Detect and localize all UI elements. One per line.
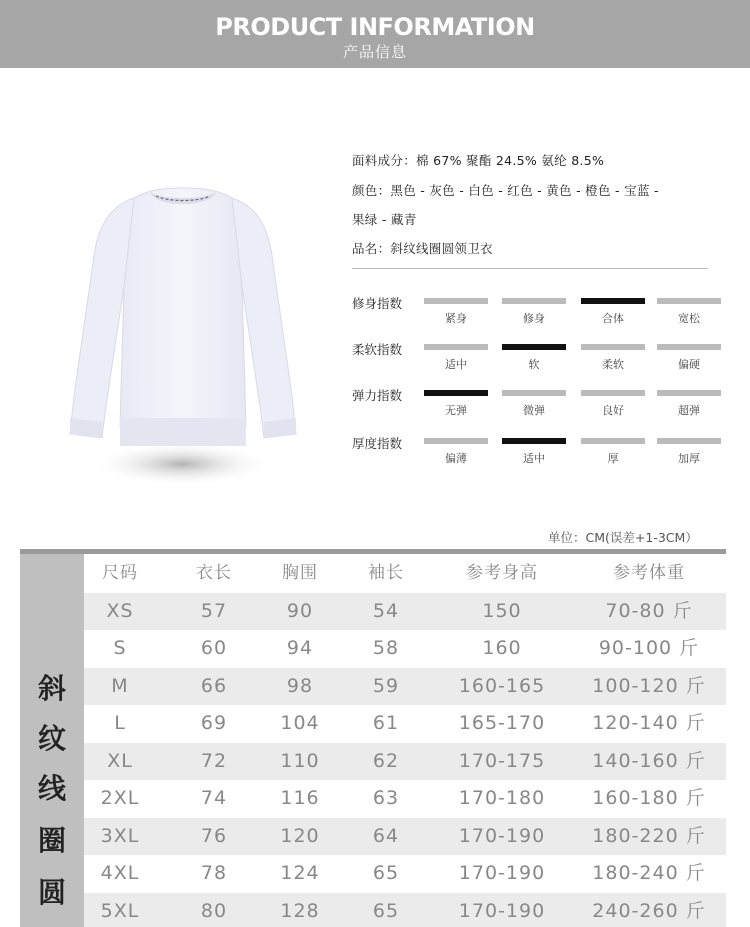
table-cell: 94	[286, 637, 314, 659]
table-cell: 60	[200, 637, 228, 659]
table-top-bar	[20, 549, 726, 554]
info-divider	[352, 268, 708, 269]
table-cell: 170-180	[458, 787, 546, 809]
side-label-char: 线	[37, 772, 66, 805]
table-cell: XL	[107, 749, 133, 772]
table-cell: 124	[280, 862, 320, 884]
index-option-label: 偏薄	[445, 452, 467, 465]
table-row	[84, 743, 726, 781]
table-cell: 70-80 斤	[605, 599, 693, 622]
side-label-char: 纹	[37, 722, 66, 755]
index-bar-selected	[424, 390, 488, 396]
table-cell: 110	[280, 749, 320, 772]
table-cell: 78	[200, 862, 228, 884]
colors-line-1: 颜色：黑色 - 灰色 - 白色 - 红色 - 黄色 - 橙色 - 宝蓝 -	[352, 183, 659, 198]
table-cell: 74	[200, 787, 228, 809]
table-header-cell: 尺码	[102, 563, 138, 583]
table-cell: 170-190	[458, 824, 546, 847]
table-cell: 116	[280, 787, 320, 809]
table-cell: 120-140 斤	[592, 712, 706, 734]
table-row	[84, 630, 726, 668]
index-bar	[581, 344, 645, 350]
table-cell: 61	[372, 712, 400, 734]
table-row	[84, 893, 726, 927]
table-row	[84, 818, 726, 856]
table-cell: 180-220 斤	[592, 824, 706, 847]
table-row	[84, 705, 726, 743]
table-cell: L	[114, 712, 126, 734]
index-bar-selected	[581, 298, 645, 304]
table-header-cell: 参考体重	[613, 563, 685, 583]
index-option-label: 偏硬	[678, 358, 700, 371]
index-label: 柔软指数	[352, 342, 403, 357]
table-cell: 128	[280, 899, 320, 922]
table-cell: 170-190	[458, 862, 546, 884]
table-header-cell: 袖长	[368, 563, 404, 583]
table-cell: 100-120 斤	[592, 674, 706, 697]
table-cell: 2XL	[100, 787, 140, 809]
side-label-char: 圈	[37, 824, 66, 857]
table-cell: XS	[106, 599, 134, 622]
index-bar	[657, 390, 721, 396]
index-bar-selected	[502, 344, 566, 350]
table-cell: 90	[286, 599, 314, 622]
table-cell: 54	[372, 599, 400, 622]
page-title: PRODUCT INFORMATION	[215, 13, 535, 41]
index-bar	[657, 298, 721, 304]
table-cell: 72	[200, 749, 228, 772]
index-option-label: 适中	[523, 452, 545, 465]
table-cell: 120	[280, 824, 320, 847]
index-option-label: 厚	[607, 452, 619, 465]
table-row	[84, 780, 726, 818]
table-cell: 66	[200, 674, 228, 697]
index-option-label: 微弹	[523, 404, 545, 417]
unit-note: 单位：CM(误差+1-3CM）	[548, 530, 698, 545]
index-label: 修身指数	[352, 296, 403, 311]
table-cell: 160-165	[458, 674, 546, 697]
table-cell: 5XL	[100, 899, 140, 922]
header-banner	[0, 0, 750, 68]
table-cell: S	[113, 637, 127, 659]
table-cell: 170-190	[458, 899, 546, 922]
index-bar	[502, 298, 566, 304]
table-cell: 240-260 斤	[592, 899, 706, 922]
index-option-label: 加厚	[678, 452, 700, 465]
index-option-label: 紧身	[445, 312, 467, 325]
table-cell: 140-160 斤	[592, 749, 706, 772]
table-cell: 64	[372, 824, 400, 847]
product-image	[62, 176, 312, 506]
index-option-label: 良好	[602, 404, 624, 417]
index-label: 弹力指数	[352, 388, 403, 403]
table-header-cell: 参考身高	[466, 563, 538, 583]
table-cell: 104	[280, 712, 320, 734]
fabric-composition: 面料成分：棉 67% 聚酯 24.5% 氨纶 8.5%	[352, 153, 605, 168]
table-row	[84, 668, 726, 706]
index-bar	[502, 390, 566, 396]
index-bar	[657, 438, 721, 444]
table-cell: 57	[200, 599, 228, 622]
index-option-label: 修身	[523, 312, 545, 325]
table-cell: 76	[200, 824, 228, 847]
index-bar	[581, 438, 645, 444]
table-header-row	[84, 555, 726, 593]
table-cell: 59	[372, 674, 400, 697]
index-option-label: 柔软	[602, 358, 624, 371]
table-cell: 65	[372, 899, 400, 922]
table-row	[84, 593, 726, 631]
side-label-char: 圆	[37, 876, 66, 909]
index-bar	[424, 298, 488, 304]
index-option-label: 无弹	[445, 404, 467, 417]
table-cell: 98	[286, 674, 314, 697]
product-name: 品名：斜纹线圈圆领卫衣	[352, 241, 493, 256]
index-option-label: 超弹	[678, 404, 700, 417]
index-bar	[424, 438, 488, 444]
table-cell: 4XL	[100, 862, 140, 884]
index-bar	[657, 344, 721, 350]
colors-line-2: 果绿 - 藏青	[352, 212, 417, 227]
table-header-cell: 胸围	[282, 563, 318, 583]
table-row	[84, 855, 726, 893]
table-cell: 58	[372, 637, 400, 659]
table-cell: 62	[372, 749, 400, 772]
index-option-label: 宽松	[678, 312, 700, 325]
table-cell: 165-170	[458, 712, 546, 734]
table-cell: M	[111, 674, 129, 697]
table-cell: 65	[372, 862, 400, 884]
index-label: 厚度指数	[352, 436, 403, 451]
side-label-char: 斜	[37, 672, 66, 705]
index-bar-selected	[502, 438, 566, 444]
page-subtitle: 产品信息	[342, 43, 407, 61]
index-option-label: 合体	[602, 312, 624, 325]
table-cell: 3XL	[100, 824, 140, 847]
table-cell: 90-100 斤	[598, 637, 700, 659]
table-header-cell: 衣长	[196, 563, 232, 583]
index-bar	[581, 390, 645, 396]
index-option-label: 软	[528, 358, 540, 371]
index-option-label: 适中	[445, 358, 467, 371]
table-cell: 63	[372, 787, 400, 809]
table-cell: 160	[482, 637, 522, 659]
table-cell: 69	[200, 712, 228, 734]
table-cell: 150	[482, 599, 522, 622]
index-bar	[424, 344, 488, 350]
table-cell: 170-175	[458, 749, 546, 772]
table-cell: 180-240 斤	[592, 862, 706, 884]
table-cell: 80	[200, 899, 228, 922]
table-cell: 160-180 斤	[592, 787, 706, 809]
